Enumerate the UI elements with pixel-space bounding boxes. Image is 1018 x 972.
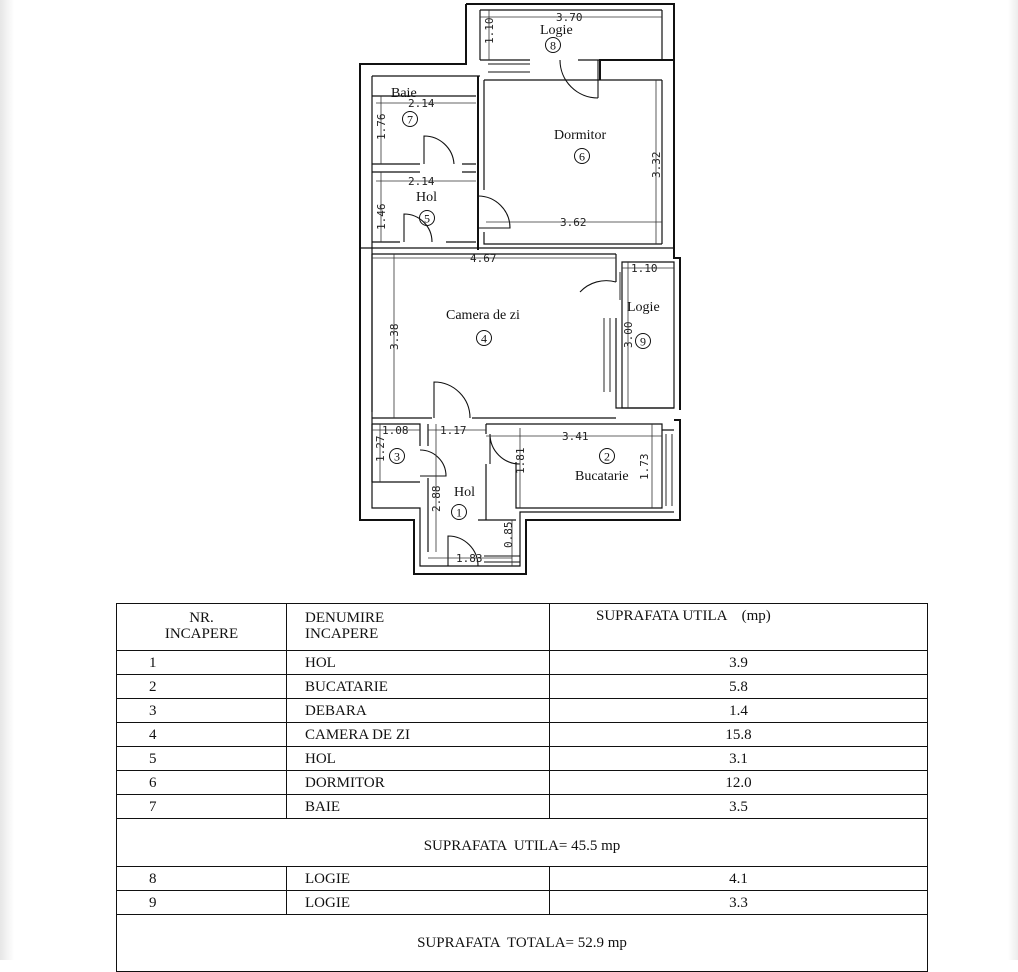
dim-hol-mid-height: 1.46 xyxy=(375,203,388,230)
dim-debara-width: 1.08 xyxy=(382,424,409,437)
dim-dormitor-width: 3.62 xyxy=(560,216,587,229)
row-number: 9 xyxy=(117,891,287,915)
room-label-bucatarie: Bucatarie xyxy=(575,469,629,484)
row-name: DEBARA xyxy=(287,699,550,723)
summary-totala: SUPRAFATA TOTALA= 52.9 mp xyxy=(117,915,928,972)
row-area: 5.8 xyxy=(550,675,928,699)
room-number-6: 6 xyxy=(579,149,585,164)
dim-debara-height: 1.27 xyxy=(374,435,387,462)
room-label-hol-mid: Hol xyxy=(416,190,437,205)
row-area: 1.4 xyxy=(550,699,928,723)
room-label-hol-bottom: Hol xyxy=(454,485,475,500)
row-area: 4.1 xyxy=(550,867,928,891)
dim-hol-mid-width: 2.14 xyxy=(408,175,435,188)
dim-logie-right-height: 3.00 xyxy=(622,321,635,348)
room-area-table xyxy=(116,603,928,972)
room-label-baie: Baie xyxy=(391,86,417,101)
dim-baie-height: 1.76 xyxy=(375,113,388,140)
row-area: 3.1 xyxy=(550,747,928,771)
room-label-logie-top: Logie xyxy=(540,23,573,38)
row-number: 6 xyxy=(117,771,287,795)
row-number: 3 xyxy=(117,699,287,723)
table-row xyxy=(117,651,928,675)
table-row xyxy=(117,747,928,771)
room-number-8: 8 xyxy=(550,38,556,53)
dim-hol-bottom-height-2: 0.85 xyxy=(502,521,515,548)
dim-hol-bottom-width-2: 1.83 xyxy=(456,552,483,565)
row-number: 2 xyxy=(117,675,287,699)
row-name: CAMERA DE ZI xyxy=(287,723,550,747)
dim-logie-top-width: 3.70 xyxy=(556,11,583,24)
row-name: DORMITOR xyxy=(287,771,550,795)
room-number-3: 3 xyxy=(394,449,400,464)
header-room-number-line1: NR. xyxy=(189,610,214,626)
room-number-5: 5 xyxy=(424,211,430,226)
table-row xyxy=(117,867,928,891)
room-number-1: 1 xyxy=(456,505,462,520)
row-area: 3.5 xyxy=(550,795,928,819)
dim-camera-width: 4.67 xyxy=(470,252,497,265)
row-number: 4 xyxy=(117,723,287,747)
row-name: LOGIE xyxy=(287,891,550,915)
room-number-4: 4 xyxy=(481,331,487,346)
room-label-logie-right: Logie xyxy=(627,300,660,315)
row-number: 5 xyxy=(117,747,287,771)
row-name: HOL xyxy=(287,747,550,771)
row-name: BUCATARIE xyxy=(287,675,550,699)
table-row xyxy=(117,795,928,819)
dim-camera-height: 3.38 xyxy=(388,323,401,350)
dim-logie-top-height: 1.10 xyxy=(483,17,496,44)
table-row xyxy=(117,771,928,795)
row-name: HOL xyxy=(287,651,550,675)
row-name: BAIE xyxy=(287,795,550,819)
header-room-number xyxy=(117,604,287,651)
room-number-9: 9 xyxy=(640,334,646,349)
room-label-camera-de-zi: Camera de zi xyxy=(446,308,520,323)
dim-hol-bottom-width: 1.17 xyxy=(440,424,467,437)
table-header-row xyxy=(117,604,928,651)
dim-dormitor-height: 3.32 xyxy=(650,151,663,178)
row-area: 3.3 xyxy=(550,891,928,915)
table-row xyxy=(117,723,928,747)
header-room-name-line2: INCAPERE xyxy=(305,626,379,642)
dim-hol-bottom-height: 2.88 xyxy=(430,485,443,512)
dim-bucatarie-width: 3.41 xyxy=(562,430,589,443)
header-room-name-line1: DENUMIRE xyxy=(305,610,385,626)
row-area: 3.9 xyxy=(550,651,928,675)
room-number-7: 7 xyxy=(407,112,413,127)
table-row xyxy=(117,891,928,915)
table-row xyxy=(117,699,928,723)
header-room-name xyxy=(287,604,550,651)
header-room-number-line2: INCAPERE xyxy=(164,626,239,642)
summary-row-totala xyxy=(117,915,928,972)
row-name: LOGIE xyxy=(287,867,550,891)
summary-row-utila xyxy=(117,819,928,867)
row-number: 1 xyxy=(117,651,287,675)
row-area: 12.0 xyxy=(550,771,928,795)
dim-bucatarie-height-1: 1.81 xyxy=(514,447,527,474)
room-number-2: 2 xyxy=(604,449,610,464)
dim-bucatarie-height-2: 1.73 xyxy=(638,453,651,480)
header-area: SUPRAFATA UTILA (mp) xyxy=(550,604,928,651)
row-number: 7 xyxy=(117,795,287,819)
dim-baie-width: 2.14 xyxy=(408,97,435,110)
row-area: 15.8 xyxy=(550,723,928,747)
dim-logie-right-width: 1.10 xyxy=(631,262,658,275)
summary-utila: SUPRAFATA UTILA= 45.5 mp xyxy=(117,819,928,867)
table-row xyxy=(117,675,928,699)
row-number: 8 xyxy=(117,867,287,891)
room-label-dormitor: Dormitor xyxy=(554,128,607,143)
